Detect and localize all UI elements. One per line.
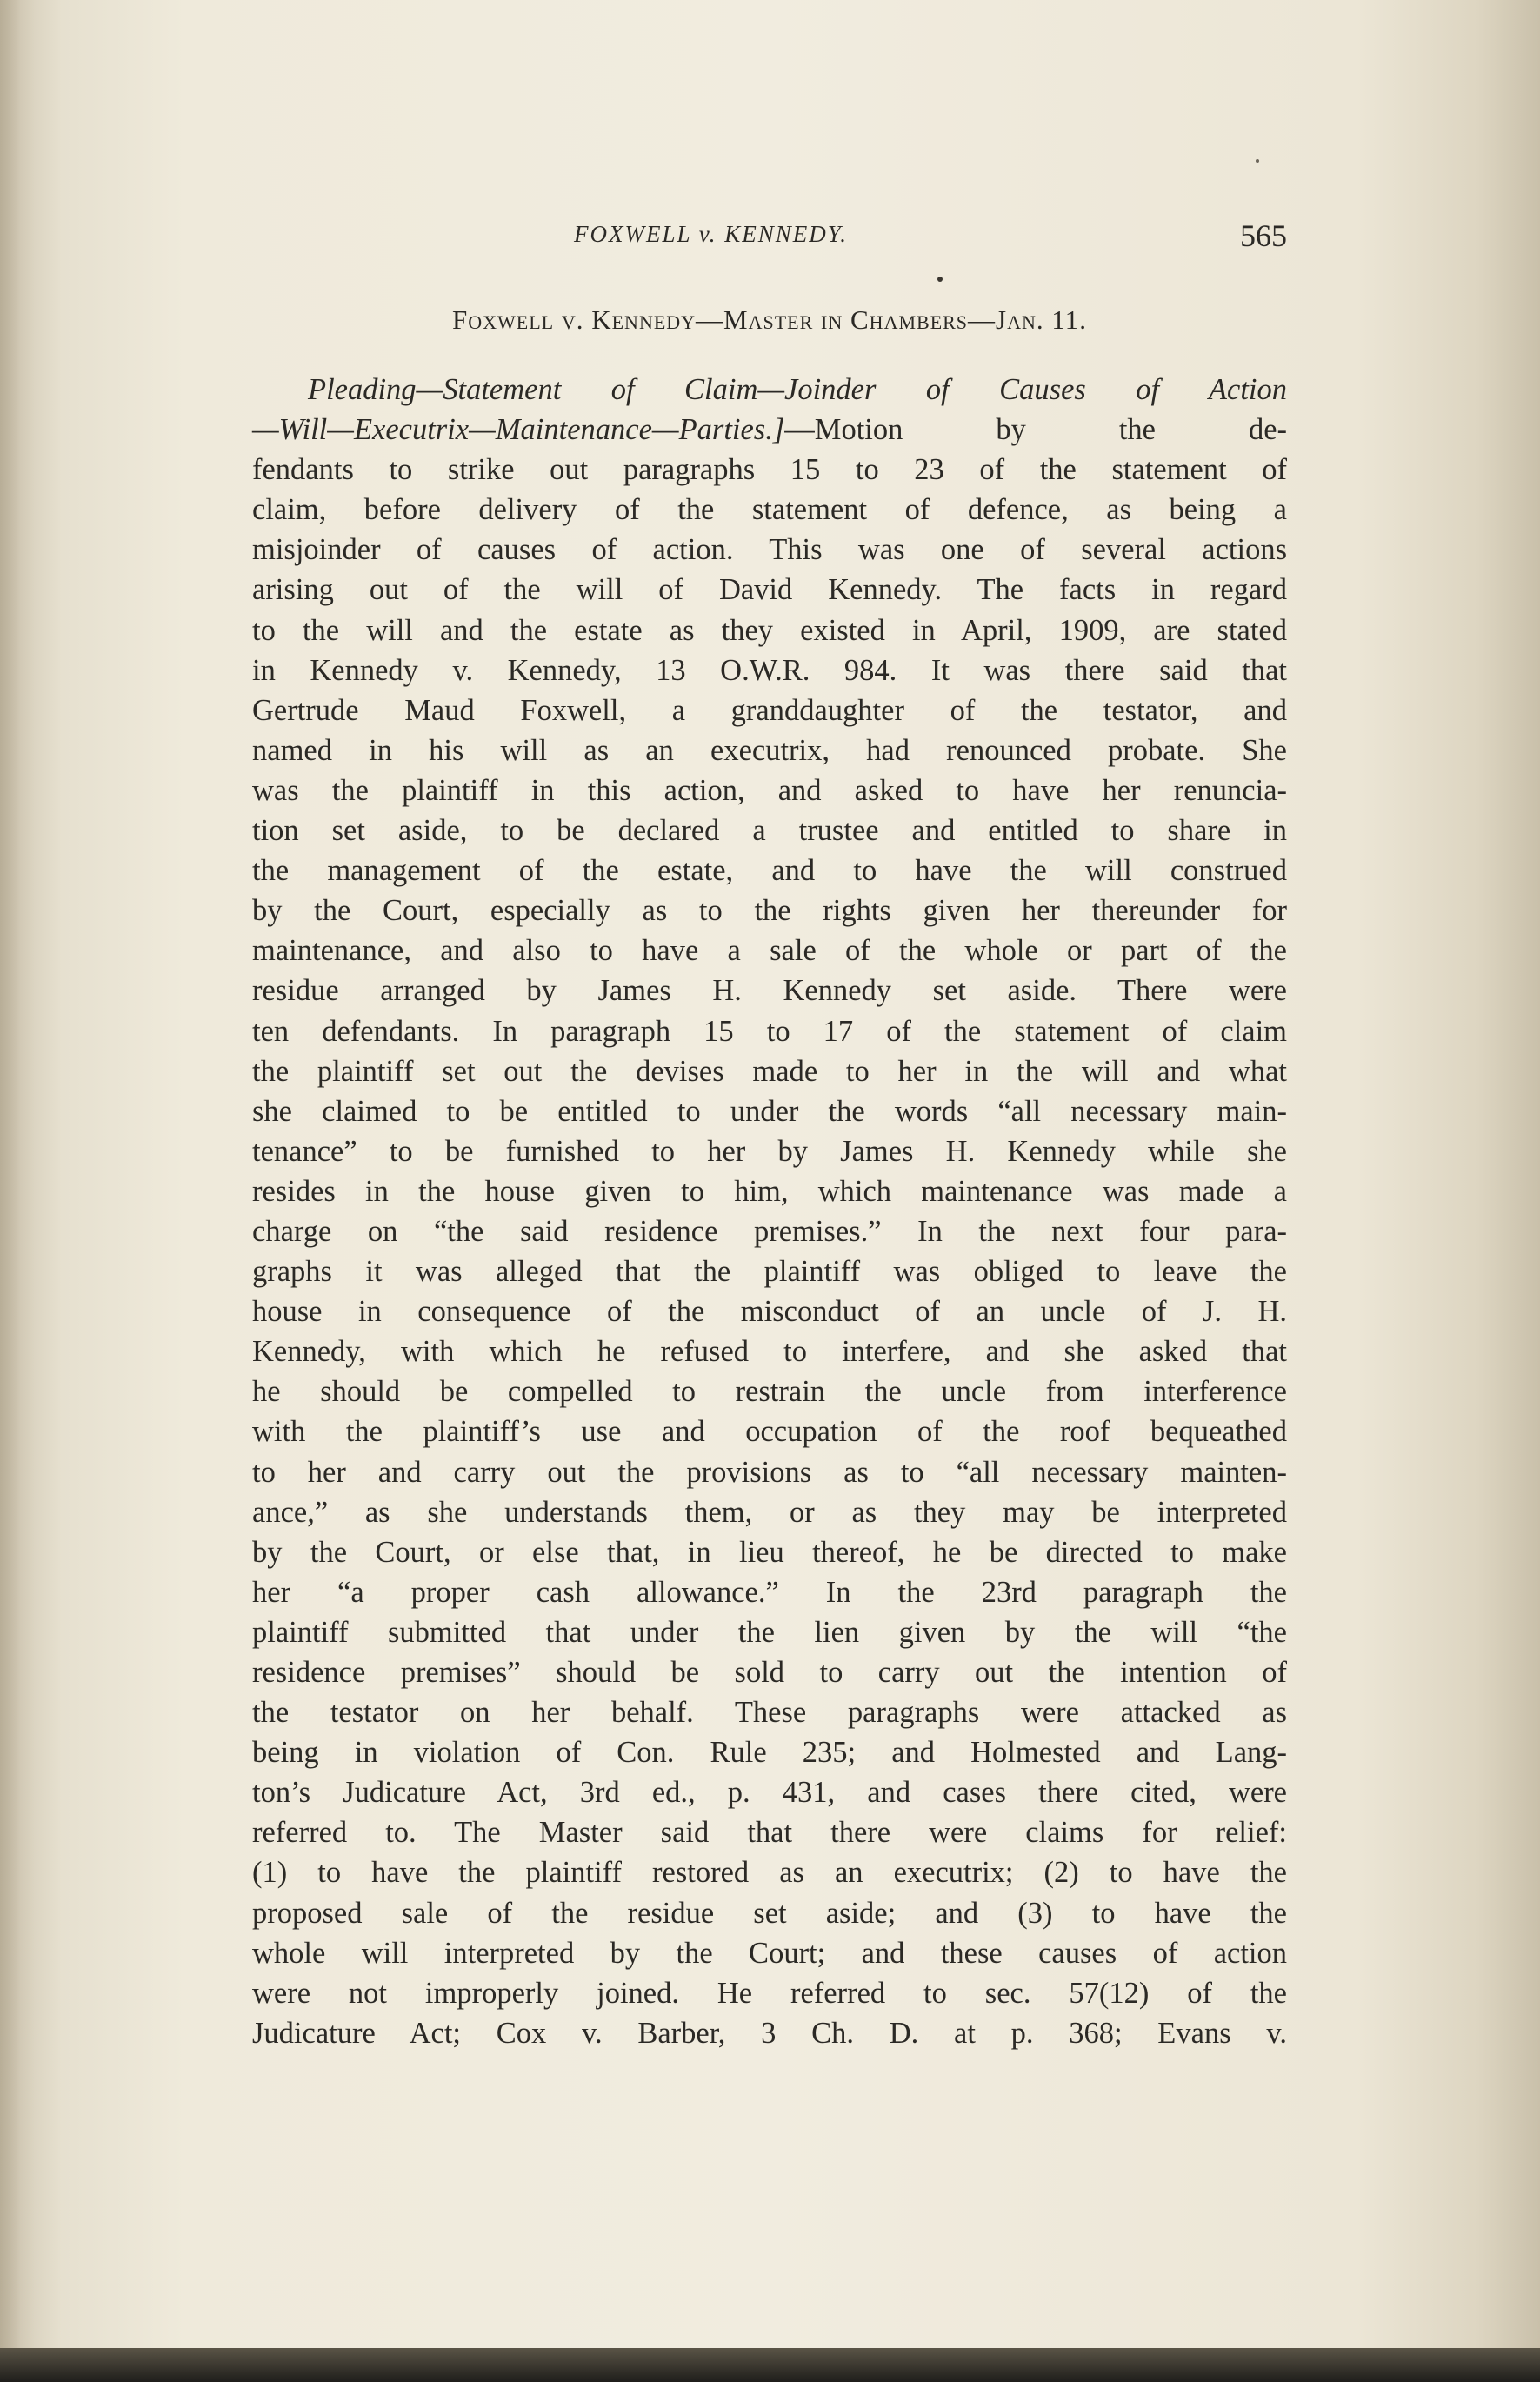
text-line: in Kennedy v. Kennedy, 13 O.W.R. 984. It was there said that bbox=[252, 653, 1287, 687]
text-line: fendants to strike out paragraphs 15 to 23 of the statement of bbox=[252, 453, 1287, 487]
text-line: the plaintiff set out the devises made to her in the will and what bbox=[252, 1054, 1287, 1088]
text-line: to her and carry out the provisions as to “all necessary mainten- bbox=[252, 1455, 1287, 1489]
text-line: Kennedy, with which he refused to interfere, and she asked that bbox=[252, 1335, 1287, 1369]
running-title: FOXWELL v. KENNEDY. bbox=[574, 221, 849, 247]
text-line: graphs it was alleged that the plaintiff was obliged to leave the bbox=[252, 1255, 1287, 1289]
text-line: ance,” as she understands them, or as they may be interpreted bbox=[252, 1495, 1287, 1529]
headnote-italic-part: —Will—Executrix—Maintenance—Parties.] bbox=[252, 413, 785, 447]
text-line: charge on “the said residence premises.” In the next four para- bbox=[252, 1214, 1287, 1248]
text-line: residence premises” should be sold to carry out the intention of bbox=[252, 1656, 1287, 1689]
text-line: the testator on her behalf. These paragraphs were attacked as bbox=[252, 1696, 1287, 1730]
text-line: tenance” to be furnished to her by James H. Kennedy while she bbox=[252, 1134, 1287, 1168]
text-line: was the plaintiff in this action, and asked to have her renuncia- bbox=[252, 773, 1287, 807]
text-line: plaintiff submitted that under the lien given by the will “the bbox=[252, 1615, 1287, 1649]
case-heading: Foxwell v. Kennedy—Master in Chambers—Jan. 11. bbox=[452, 304, 1087, 335]
paper-speck bbox=[1256, 159, 1259, 163]
text-line: the management of the estate, and to have the will construed bbox=[252, 854, 1287, 888]
text-line: she claimed to be entitled to under the words “all necessary main- bbox=[252, 1094, 1287, 1128]
text-line: were not improperly joined. He referred to sec. 57(12) of the bbox=[252, 1976, 1287, 2010]
text-line: whole will interpreted by the Court; and these causes of action bbox=[252, 1936, 1287, 1970]
printer-dot bbox=[937, 277, 943, 282]
text-line: house in consequence of the misconduct of an uncle of J. H. bbox=[252, 1295, 1287, 1329]
text-line: her “a proper cash allowance.” In the 23rd paragraph the bbox=[252, 1575, 1287, 1609]
text-line: claim, before delivery of the statement of defence, as being a bbox=[252, 493, 1287, 527]
text-line: misjoinder of causes of action. This was one of several actions bbox=[252, 533, 1287, 567]
text-line: Gertrude Maud Foxwell, a granddaughter of the testator, and bbox=[252, 693, 1287, 727]
text-line-headnote-continued bbox=[252, 410, 1287, 450]
text-line: being in violation of Con. Rule 235; and Holmested and Lang- bbox=[252, 1736, 1287, 1770]
text-line: with the plaintiff’s use and occupation of the roof bequeathed bbox=[252, 1415, 1287, 1449]
headnote-roman-part: —Motion by the de- bbox=[784, 413, 1287, 447]
text-line: referred to. The Master said that there were claims for relief: bbox=[252, 1816, 1287, 1850]
text-line: named in his will as an executrix, had renounced probate. She bbox=[252, 733, 1287, 767]
page-number: 565 bbox=[1240, 218, 1287, 253]
text-line-headnote: Pleading—Statement of Claim—Joinder of Causes of Action bbox=[308, 373, 1287, 406]
scan-bottom-edge bbox=[0, 2348, 1540, 2382]
text-line: residue arranged by James H. Kennedy set aside. There were bbox=[252, 974, 1287, 1008]
text-line: to the will and the estate as they existed in April, 1909, are stated bbox=[252, 613, 1287, 647]
text-line: arising out of the will of David Kennedy. The facts in regard bbox=[252, 573, 1287, 607]
text-line: (1) to have the plaintiff restored as an executrix; (2) to have the bbox=[252, 1856, 1287, 1890]
text-line: proposed sale of the residue set aside; and (3) to have the bbox=[252, 1896, 1287, 1930]
text-line: ton’s Judicature Act, 3rd ed., p. 431, and cases there cited, were bbox=[252, 1776, 1287, 1810]
running-head bbox=[252, 217, 1287, 270]
text-line: by the Court, especially as to the rights given her thereunder for bbox=[252, 894, 1287, 928]
body-text bbox=[252, 370, 1287, 2053]
text-line: Judicature Act; Cox v. Barber, 3 Ch. D. at p. 368; Evans v. bbox=[252, 2016, 1287, 2050]
text-line: tion set aside, to be declared a trustee and entitled to share in bbox=[252, 814, 1287, 848]
text-line: he should be compelled to restrain the uncle from interference bbox=[252, 1375, 1287, 1409]
text-line: resides in the house given to him, which maintenance was made a bbox=[252, 1174, 1287, 1208]
page-gutter-shadow bbox=[0, 0, 35, 2348]
text-line: by the Court, or else that, in lieu thereof, he be directed to make bbox=[252, 1535, 1287, 1569]
text-line: maintenance, and also to have a sale of the whole or part of the bbox=[252, 934, 1287, 968]
text-line: ten defendants. In paragraph 15 to 17 of the statement of claim bbox=[252, 1014, 1287, 1048]
